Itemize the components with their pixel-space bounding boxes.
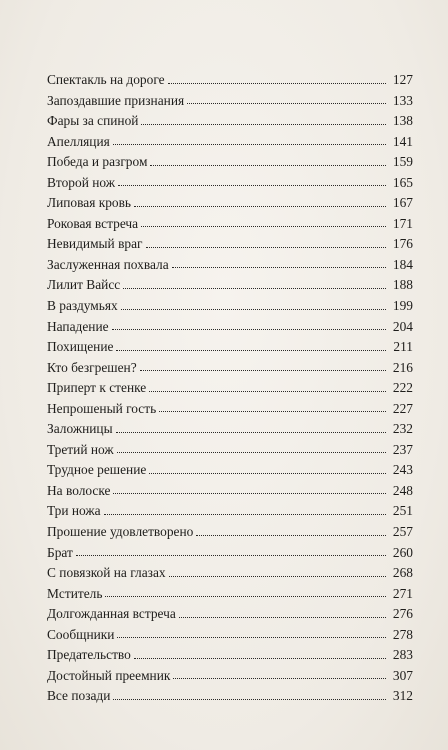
toc-entry-title: Запоздавшие признания <box>47 92 185 108</box>
toc-entry <box>47 275 413 296</box>
dot-leader <box>159 410 386 412</box>
dot-leader <box>150 164 386 166</box>
toc-entry <box>47 563 413 584</box>
toc-entry-page-number: 141 <box>392 133 413 149</box>
dot-leader <box>116 431 386 433</box>
toc-entry <box>47 173 413 194</box>
toc-entry-title: С повязкой на глазах <box>47 565 166 581</box>
toc-entry <box>47 234 413 255</box>
toc-entry <box>47 111 413 132</box>
toc-entry <box>47 584 413 605</box>
toc-entry-page-number: 276 <box>392 606 413 622</box>
dot-leader <box>149 390 386 392</box>
toc-entry-title: Липовая кровь <box>47 195 132 211</box>
toc-entry <box>47 666 413 687</box>
toc-entry-title: Прошение удовлетворено <box>47 524 194 540</box>
toc-entry <box>47 296 413 317</box>
toc-entry-page-number: 312 <box>392 688 413 704</box>
toc-entry-title: Предательство <box>47 647 131 663</box>
dot-leader <box>187 102 386 104</box>
dot-leader <box>168 82 386 84</box>
toc-entry <box>47 399 413 420</box>
toc-entry <box>47 132 413 153</box>
dot-leader <box>146 246 386 248</box>
toc-entry-page-number: 138 <box>392 113 413 129</box>
toc-entry-page-number: 248 <box>392 482 413 498</box>
toc-entry-title: Трудное решение <box>47 462 147 478</box>
toc-entry-title: Мститель <box>47 585 103 601</box>
toc-entry-page-number: 159 <box>392 154 413 170</box>
toc-entry-title: Сообщники <box>47 626 115 642</box>
toc-entry <box>47 686 413 707</box>
dot-leader <box>105 595 386 597</box>
toc-entry <box>47 317 413 338</box>
toc-entry-title: Нападение <box>47 318 109 334</box>
toc-entry <box>47 337 413 358</box>
toc-entry <box>47 378 413 399</box>
toc-entry-title: Победа и разгром <box>47 154 148 170</box>
toc-entry-title: Невидимый враг <box>47 236 143 252</box>
toc-entry-page-number: 283 <box>392 647 413 663</box>
toc-entry <box>47 214 413 235</box>
toc-entry <box>47 255 413 276</box>
toc-entry-title: На волоске <box>47 482 111 498</box>
dot-leader <box>113 143 386 145</box>
toc-entry-page-number: 278 <box>392 626 413 642</box>
toc-entry-page-number: 260 <box>392 544 413 560</box>
toc-entry <box>47 70 413 91</box>
toc-entry-page-number: 222 <box>392 380 413 396</box>
dot-leader <box>169 575 386 577</box>
dot-leader <box>117 636 386 638</box>
toc-entry <box>47 440 413 461</box>
dot-leader <box>141 225 386 227</box>
dot-leader <box>112 328 386 330</box>
toc-entry-page-number: 199 <box>392 298 413 314</box>
toc-entry-page-number: 184 <box>392 256 413 272</box>
toc-entry-page-number: 232 <box>392 421 413 437</box>
toc-entry-page-number: 211 <box>393 339 413 355</box>
toc-entry-title: Долгожданная встреча <box>47 606 176 622</box>
toc-entry-page-number: 227 <box>392 400 413 416</box>
dot-leader <box>121 308 386 310</box>
toc-entry <box>47 358 413 379</box>
toc-entry-title: Непрошеный гость <box>47 400 157 416</box>
toc-entry <box>47 152 413 173</box>
dot-leader <box>116 349 386 351</box>
dot-leader <box>134 205 386 207</box>
dot-leader <box>173 677 386 679</box>
toc-entry-page-number: 171 <box>392 215 413 231</box>
toc-entry-title: Приперт к стенке <box>47 380 147 396</box>
toc-entry-title: Лилит Вайсс <box>47 277 121 293</box>
toc-entry-title: Достойный преемник <box>47 667 171 683</box>
toc-entry-page-number: 133 <box>392 92 413 108</box>
toc-entry <box>47 522 413 543</box>
toc-entry <box>47 501 413 522</box>
toc-entry-page-number: 167 <box>392 195 413 211</box>
toc-entry <box>47 91 413 112</box>
toc-entry-page-number: 188 <box>392 277 413 293</box>
toc-entry-page-number: 307 <box>392 667 413 683</box>
dot-leader <box>113 698 386 700</box>
toc-entry-page-number: 176 <box>392 236 413 252</box>
toc-entry <box>47 543 413 564</box>
toc-entry-title: Брат <box>47 544 73 560</box>
dot-leader <box>141 123 386 125</box>
toc-entry <box>47 419 413 440</box>
dot-leader <box>117 451 386 453</box>
toc-entry <box>47 645 413 666</box>
table-of-contents <box>47 70 413 707</box>
toc-entry-title: Заслуженная похвала <box>47 256 169 272</box>
toc-entry-page-number: 204 <box>392 318 413 334</box>
toc-entry-page-number: 127 <box>392 72 413 87</box>
dot-leader <box>123 287 386 289</box>
dot-leader <box>140 369 386 371</box>
toc-entry <box>47 481 413 502</box>
dot-leader <box>172 266 386 268</box>
dot-leader <box>104 513 386 515</box>
toc-entry-title: Все позади <box>47 688 111 704</box>
dot-leader <box>76 554 386 556</box>
toc-entry-title: Спектакль на дороге <box>47 72 165 87</box>
toc-entry-page-number: 165 <box>392 174 413 190</box>
toc-entry-page-number: 257 <box>392 524 413 540</box>
toc-entry-title: В раздумьях <box>47 298 118 314</box>
toc-entry-page-number: 216 <box>392 359 413 375</box>
toc-entry <box>47 193 413 214</box>
toc-entry-title: Третий нож <box>47 441 114 457</box>
dot-leader <box>134 657 386 659</box>
toc-entry-page-number: 237 <box>392 441 413 457</box>
toc-entry-title: Заложницы <box>47 421 113 437</box>
toc-entry-title: Второй нож <box>47 174 115 190</box>
toc-entry <box>47 460 413 481</box>
toc-entry-title: Фары за спиной <box>47 113 139 129</box>
toc-entry-page-number: 271 <box>392 585 413 601</box>
toc-entry-title: Похищение <box>47 339 114 355</box>
dot-leader <box>196 534 386 536</box>
toc-entry-title: Апелляция <box>47 133 110 149</box>
toc-entry-title: Три ножа <box>47 503 101 519</box>
toc-entry-page-number: 251 <box>392 503 413 519</box>
toc-entry-page-number: 268 <box>392 565 413 581</box>
dot-leader <box>118 184 386 186</box>
toc-entry-page-number: 243 <box>392 462 413 478</box>
toc-entry <box>47 625 413 646</box>
toc-entry <box>47 604 413 625</box>
toc-entry-title: Кто безгрешен? <box>47 359 137 375</box>
dot-leader <box>179 616 386 618</box>
dot-leader <box>149 472 386 474</box>
toc-entry-title: Роковая встреча <box>47 215 139 231</box>
dot-leader <box>113 492 386 494</box>
